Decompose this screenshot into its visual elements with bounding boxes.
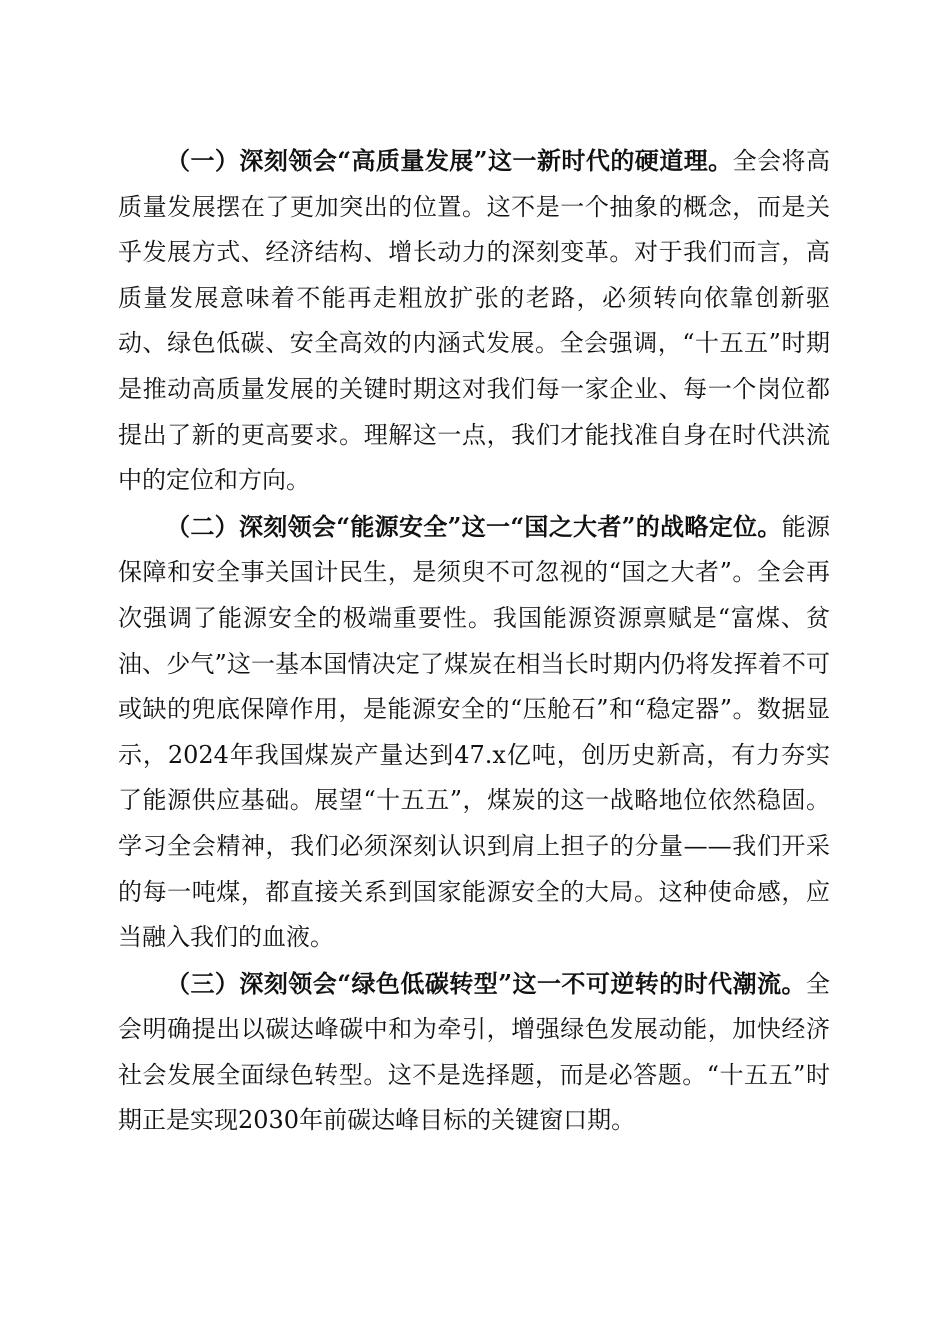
paragraph-text: 全会将高质量发展摆在了更加突出的位置。这不是一个抽象的概念，而是关乎发展方式、经济结构、增长动力的深刻变革。对于我们而言，高质量发展意味着不能再走粗放扩张的老路，必须转向依靠创新驱动、绿色低碳、安全高效的内涵式发展。全会强调，“十五五”时期是推动高质量发展的关键时期这对我们每一家企业、每一个岗位都提出了新的更高要求。理解这一点，我们才能找准自身在时代洪流中的定位和方向。 <box>118 147 831 495</box>
paragraph-text: 能源保障和安全事关国计民生，是须臾不可忽视的“国之大者”。全会再次强调了能源安全的极端重要性。我国能源资源禀赋是“富煤、贫油、少气”这一基本国情决定了煤炭在相当长时期内仍将发挥着不可或缺的兜底保障作用，是能源安全的“压舱石”和“稳定器”。数据显示，2024年我国煤炭产量达到47.x亿吨，创历史新高，有力夯实了能源供应基础。展望“十五五”，煤炭的这一战略地位依然稳固。学习全会精神，我们必须深刻认识到肩上担子的分量——我们开采的每一吨煤，都直接关系到国家能源安全的大局。这种使命感，应当融入我们的血液。 <box>118 512 831 952</box>
paragraph-energy-security <box>118 504 830 961</box>
paragraph-green-transition <box>118 961 830 1144</box>
document-body <box>118 138 830 1144</box>
paragraph-high-quality-development <box>118 138 830 504</box>
paragraph-text: 全会明确提出以碳达峰碳中和为牵引，增强绿色发展动能，加快经济社会发展全面绿色转型。这不是选择题，而是必答题。“十五五”时期正是实现2030年前碳达峰目标的关键窗口期。 <box>118 969 830 1135</box>
paragraph-heading: （一）深刻领会“高质量发展”这一新时代的硬道理。 <box>166 146 733 175</box>
paragraph-heading: （二）深刻领会“能源安全”这一“国之大者”的战略定位。 <box>166 511 782 541</box>
paragraph-heading: （三）深刻领会“绿色低碳转型”这一不可逆转的时代潮流。 <box>166 968 806 998</box>
